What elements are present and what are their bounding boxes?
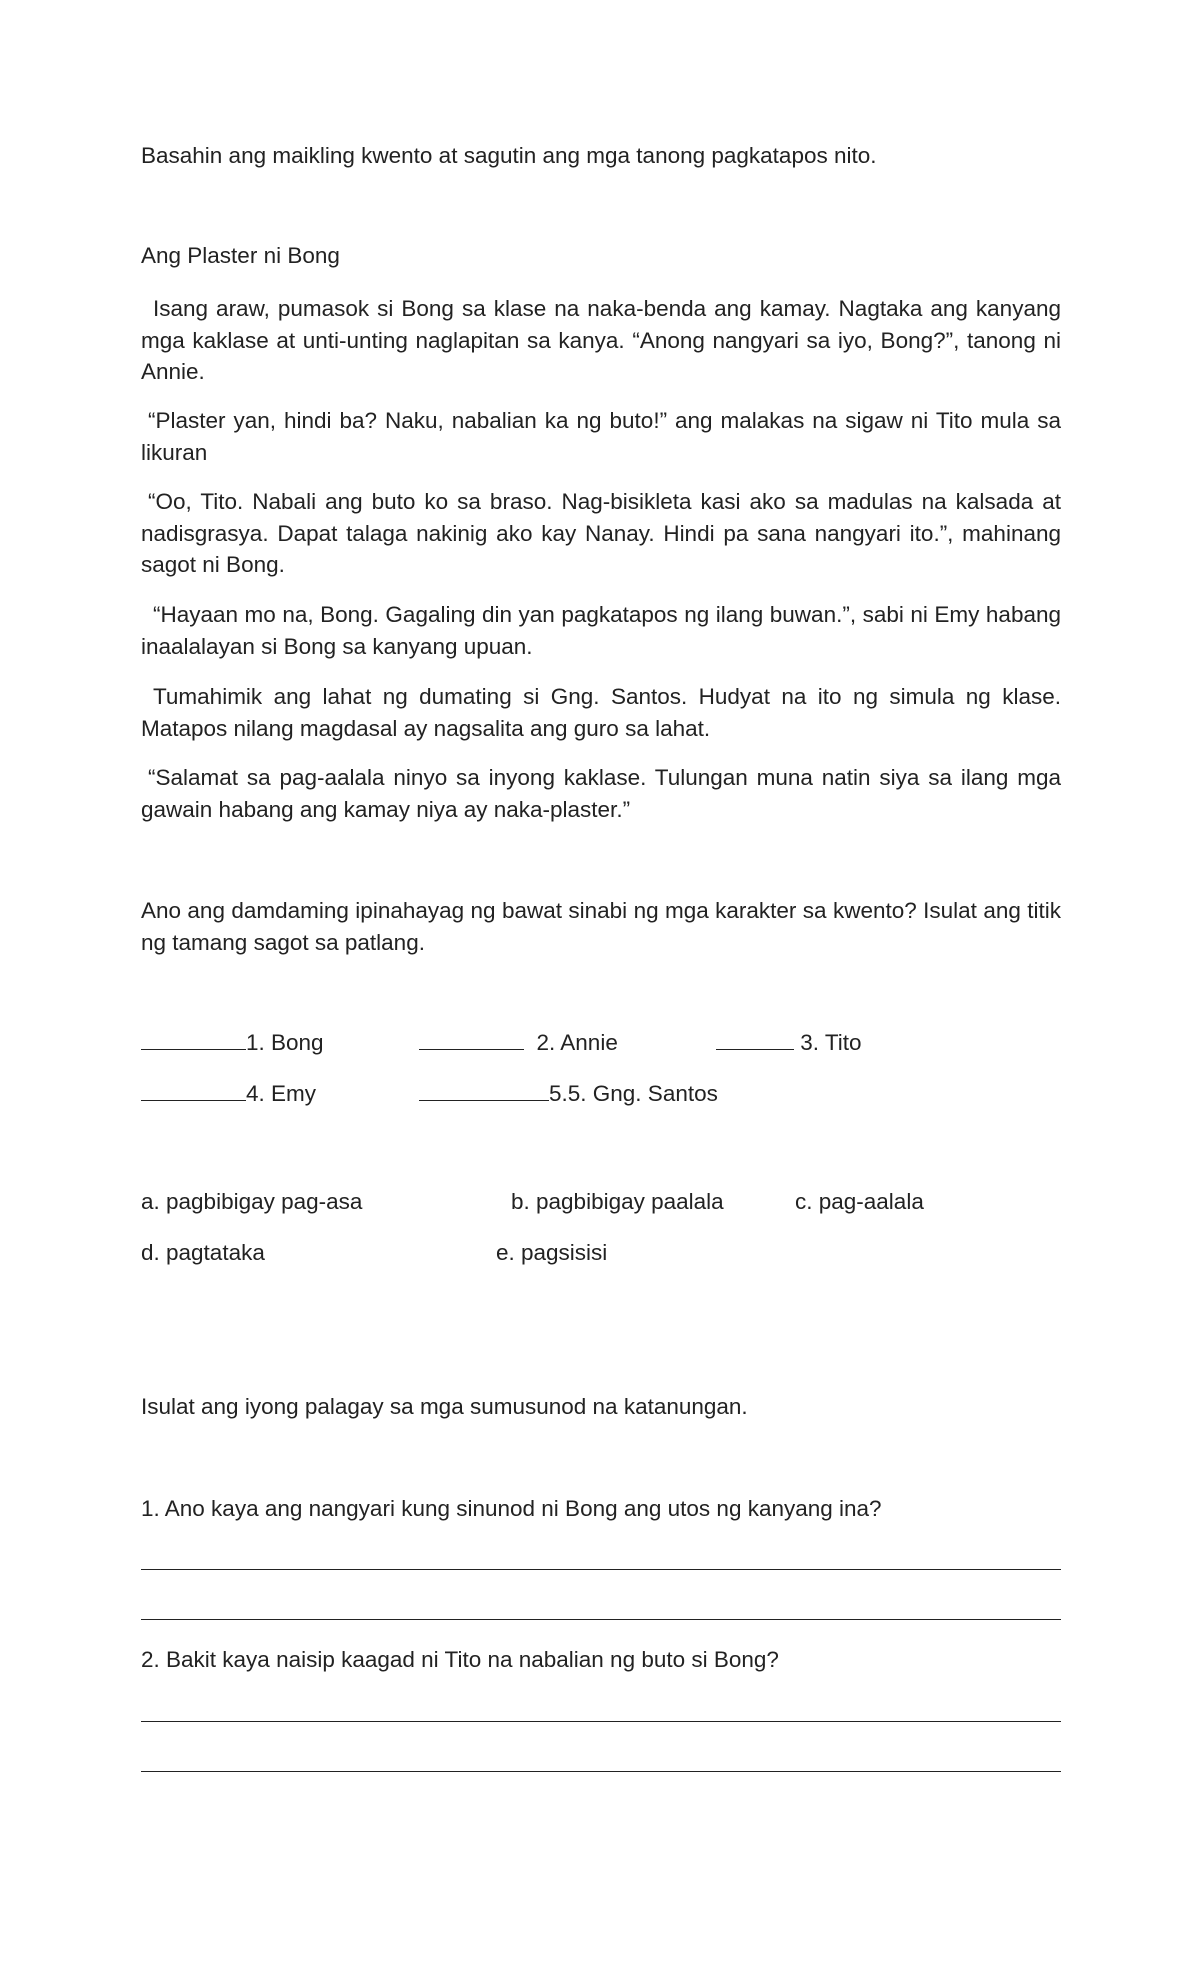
choice-e: e. pagsisisi (496, 1240, 608, 1265)
choice-c: c. pag-aalala (795, 1189, 924, 1214)
answer-item-4: 4. Emy (141, 1078, 316, 1109)
answer-item-5: 5.5. Gng. Santos (419, 1078, 718, 1109)
part2-question-1: 1. Ano kaya ang nangyari kung sinunod ni Bong ang utos ng kanyang ina? (141, 1496, 882, 1521)
answer-blank-1[interactable] (141, 1027, 246, 1050)
choice-b: b. pagbibigay paalala (511, 1189, 724, 1214)
story-paragraph-1: Isang araw, pumasok si Bong sa klase na naka-benda ang kamay. Nagtaka ang kanyang mga kaklase at unti-unting naglapitan sa kanya. “Anong nangyari sa iyo, Bong?”, tanong ni Annie. (141, 296, 1061, 384)
story-title: Ang Plaster ni Bong (141, 243, 340, 268)
story-paragraph-6: “Salamat sa pag-aalala ninyo sa inyong kaklase. Tulungan muna natin siya sa ilang mga gawain habang ang kamay niya ay naka-plaster.” (141, 765, 1061, 822)
story-paragraph-5: Tumahimik ang lahat ng dumating si Gng. Santos. Hudyat na ito ng simula ng klase. Matapos nilang magdasal ay nagsalita ang guro sa lahat. (141, 684, 1061, 741)
answer-blank-2[interactable] (419, 1027, 524, 1050)
choice-a: a. pagbibigay pag-asa (141, 1189, 363, 1214)
answer-blank-5[interactable] (419, 1078, 549, 1101)
part2-instruction: Isulat ang iyong palagay sa mga sumusunod na katanungan. (141, 1394, 748, 1419)
answer-blank-3[interactable] (716, 1027, 794, 1050)
story-paragraph-2: “Plaster yan, hindi ba? Naku, nabalian ka ng buto!” ang malakas na sigaw ni Tito mula sa likuran (141, 408, 1061, 465)
part1-question: Ano ang damdaming ipinahayag ng bawat sinabi ng mga karakter sa kwento? Isulat ang titik ng tamang sagot sa patlang. (141, 898, 1061, 955)
answer-line-q2-2[interactable] (141, 1771, 1061, 1772)
answer-line-q1-2[interactable] (141, 1619, 1061, 1620)
story-paragraph-3: “Oo, Tito. Nabali ang buto ko sa braso. Nag-bisikleta kasi ako sa madulas na kalsada at nadisgrasya. Dapat talaga nakinig ako kay Nanay. Hindi pa sana nangyari ito.”, mahinang sagot ni Bong. (141, 489, 1061, 577)
part2-question-2: 2. Bakit kaya naisip kaagad ni Tito na nabalian ng buto si Bong? (141, 1647, 779, 1672)
answer-line-q1-1[interactable] (141, 1569, 1061, 1570)
story-paragraph-4: “Hayaan mo na, Bong. Gagaling din yan pagkatapos ng ilang buwan.”, sabi ni Emy habang inaalalayan si Bong sa kanyang upuan. (141, 602, 1061, 659)
answer-item-1: 1. Bong (141, 1027, 324, 1058)
choice-d: d. pagtataka (141, 1240, 265, 1265)
answer-item-3: 3. Tito (716, 1027, 862, 1058)
answer-item-2: 2. Annie (419, 1027, 618, 1058)
answer-line-q2-1[interactable] (141, 1721, 1061, 1722)
answer-blank-4[interactable] (141, 1078, 246, 1101)
instructions-text: Basahin ang maikling kwento at sagutin ang mga tanong pagkatapos nito. (141, 143, 877, 168)
